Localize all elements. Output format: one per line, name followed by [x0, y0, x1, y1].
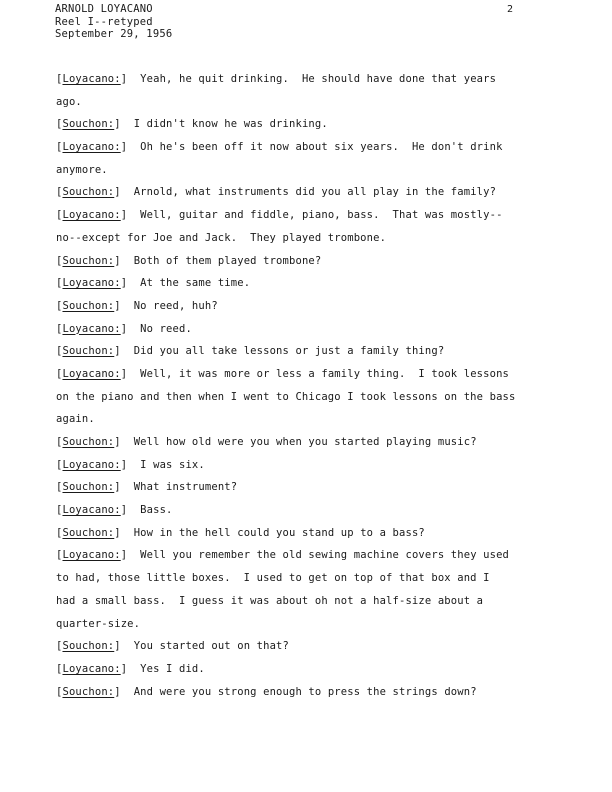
speaker-label: Loyacano: [62, 73, 121, 85]
speaker-bracket-open: [ [56, 254, 63, 267]
header-date: September 29, 1956 [55, 28, 173, 40]
speaker-label: Souchon: [62, 526, 115, 539]
speaker-bracket-close: ] [120, 504, 141, 517]
speaker-label: Souchon: [62, 118, 115, 131]
speaker-bracket-close: ] [114, 526, 134, 539]
transcript-line [56, 181, 576, 204]
speaker-bracket-open: [ [56, 685, 63, 698]
speaker-label: Souchon: [62, 345, 115, 358]
speaker-bracket-close: ] [120, 73, 141, 85]
utterance-continuation: quarter-size. [56, 617, 141, 630]
speaker-bracket-open: [ [56, 141, 63, 154]
header-reel: Reel I--retyped [55, 15, 153, 28]
speaker-bracket-open: [ [56, 73, 63, 85]
speaker-bracket-open: [ [56, 526, 63, 539]
speaker-label: Loyacano: [62, 322, 121, 335]
speaker-label: Loyacano: [62, 209, 121, 222]
speaker-label: Souchon: [62, 640, 115, 653]
speaker-label: Loyacano: [62, 458, 121, 471]
speaker-bracket-open: [ [56, 345, 63, 358]
speaker-label: Souchon: [62, 481, 115, 494]
speaker-bracket-close: ] [120, 549, 141, 562]
utterance-text: Well you remember the old sewing machine covers they used [140, 549, 510, 562]
utterance-text: Well, guitar and fiddle, piano, bass. That was mostly-- [140, 209, 503, 222]
speaker-label: Loyacano: [62, 277, 121, 290]
speaker-bracket-open: [ [56, 322, 63, 335]
speaker-bracket-open: [ [56, 186, 63, 199]
speaker-label: Souchon: [62, 685, 115, 698]
speaker-bracket-open: [ [56, 118, 63, 131]
speaker-bracket-close: ] [120, 141, 141, 154]
utterance-text: And were you strong enough to press the strings down? [133, 685, 477, 698]
utterance-text: What instrument? [133, 481, 238, 494]
transcript-line [56, 476, 576, 499]
speaker-label: Souchon: [62, 186, 115, 199]
transcript-line [56, 318, 576, 341]
speaker-label: Loyacano: [62, 549, 121, 562]
utterance-text: No reed. [140, 322, 192, 335]
transcript-line [56, 431, 576, 454]
speaker-bracket-open: [ [56, 299, 63, 312]
speaker-bracket-open: [ [56, 367, 63, 380]
speaker-label: Souchon: [62, 254, 115, 267]
utterance-text: You started out on that? [133, 640, 290, 653]
speaker-bracket-close: ] [120, 458, 141, 471]
speaker-bracket-close: ] [114, 481, 134, 494]
speaker-bracket-open: [ [56, 458, 63, 471]
utterance-text: Yes I did. [140, 662, 205, 675]
utterance-text: I was six. [140, 458, 205, 471]
speaker-label: Souchon: [62, 299, 115, 312]
utterance-continuation: no--except for Joe and Jack. They played trombone. [56, 231, 387, 244]
utterance-text: No reed, huh? [133, 299, 218, 312]
speaker-bracket-open: [ [56, 436, 63, 448]
utterance-text: Bass. [140, 504, 173, 517]
header-name: ARNOLD LOYACANO [55, 3, 153, 15]
utterance-text: Well how old were you when you started playing music? [133, 436, 477, 448]
speaker-bracket-open: [ [56, 549, 63, 562]
transcript-line [56, 658, 576, 681]
speaker-bracket-close: ] [114, 254, 134, 267]
transcript-line [56, 454, 576, 477]
transcript-line [56, 635, 576, 658]
speaker-bracket-close: ] [114, 436, 134, 448]
transcript-line [56, 681, 576, 704]
transcript-line [56, 499, 576, 522]
speaker-bracket-close: ] [114, 345, 134, 358]
utterance-text: At the same time. [140, 277, 251, 290]
document-header [55, 3, 172, 41]
speaker-bracket-close: ] [120, 277, 141, 290]
utterance-text: How in the hell could you stand up to a bass? [133, 526, 425, 539]
utterance-continuation: again. [56, 413, 95, 426]
speaker-bracket-close: ] [114, 640, 134, 653]
utterance-text: Did you all take lessons or just a family thing? [133, 345, 445, 358]
utterance-continuation: to had, those little boxes. I used to get on top of that box and I [56, 572, 490, 585]
transcript-line [56, 68, 576, 91]
utterance-text: Both of them played trombone? [133, 254, 322, 267]
transcript-line [56, 204, 576, 227]
utterance-text: Arnold, what instruments did you all play in the family? [133, 186, 497, 199]
speaker-bracket-open: [ [56, 277, 63, 290]
speaker-bracket-close: ] [114, 299, 134, 312]
transcript-line [56, 340, 576, 363]
utterance-text: Well, it was more or less a family thing. I took lessons [140, 367, 510, 380]
utterance-text: Yeah, he quit drinking. He should have done that years [140, 73, 497, 85]
transcript-line [56, 544, 576, 567]
speaker-bracket-close: ] [120, 367, 141, 380]
speaker-bracket-open: [ [56, 504, 63, 517]
transcript-line [56, 272, 576, 295]
speaker-bracket-open: [ [56, 209, 63, 222]
page-number: 2 [507, 4, 514, 15]
utterance-continuation: had a small bass. I guess it was about oh not a half-size about a [56, 594, 484, 607]
speaker-label: Souchon: [62, 436, 115, 448]
speaker-label: Loyacano: [62, 662, 121, 675]
utterance-continuation: anymore. [56, 163, 108, 176]
utterance-text: I didn't know he was drinking. [133, 118, 328, 131]
speaker-bracket-close: ] [114, 685, 134, 698]
utterance-continuation: on the piano and then when I went to Chicago I took lessons on the bass [56, 390, 516, 403]
utterance-continuation: ago. [56, 95, 82, 108]
speaker-bracket-open: [ [56, 481, 63, 494]
speaker-label: Loyacano: [62, 141, 121, 154]
utterance-text: Oh he's been off it now about six years. He don't drink [140, 141, 503, 154]
speaker-bracket-close: ] [120, 662, 141, 675]
speaker-bracket-open: [ [56, 640, 63, 653]
speaker-bracket-open: [ [56, 662, 63, 675]
transcript-line [56, 295, 576, 318]
transcript-line [56, 363, 576, 386]
transcript-body [56, 68, 576, 703]
speaker-bracket-close: ] [120, 209, 141, 222]
speaker-bracket-close: ] [120, 322, 141, 335]
speaker-bracket-close: ] [114, 118, 134, 131]
speaker-bracket-close: ] [114, 186, 134, 199]
speaker-label: Loyacano: [62, 367, 121, 380]
speaker-label: Loyacano: [62, 504, 121, 517]
transcript-line [56, 522, 576, 545]
transcript-line [56, 136, 576, 159]
transcript-line [56, 250, 576, 273]
transcript-line [56, 113, 576, 136]
